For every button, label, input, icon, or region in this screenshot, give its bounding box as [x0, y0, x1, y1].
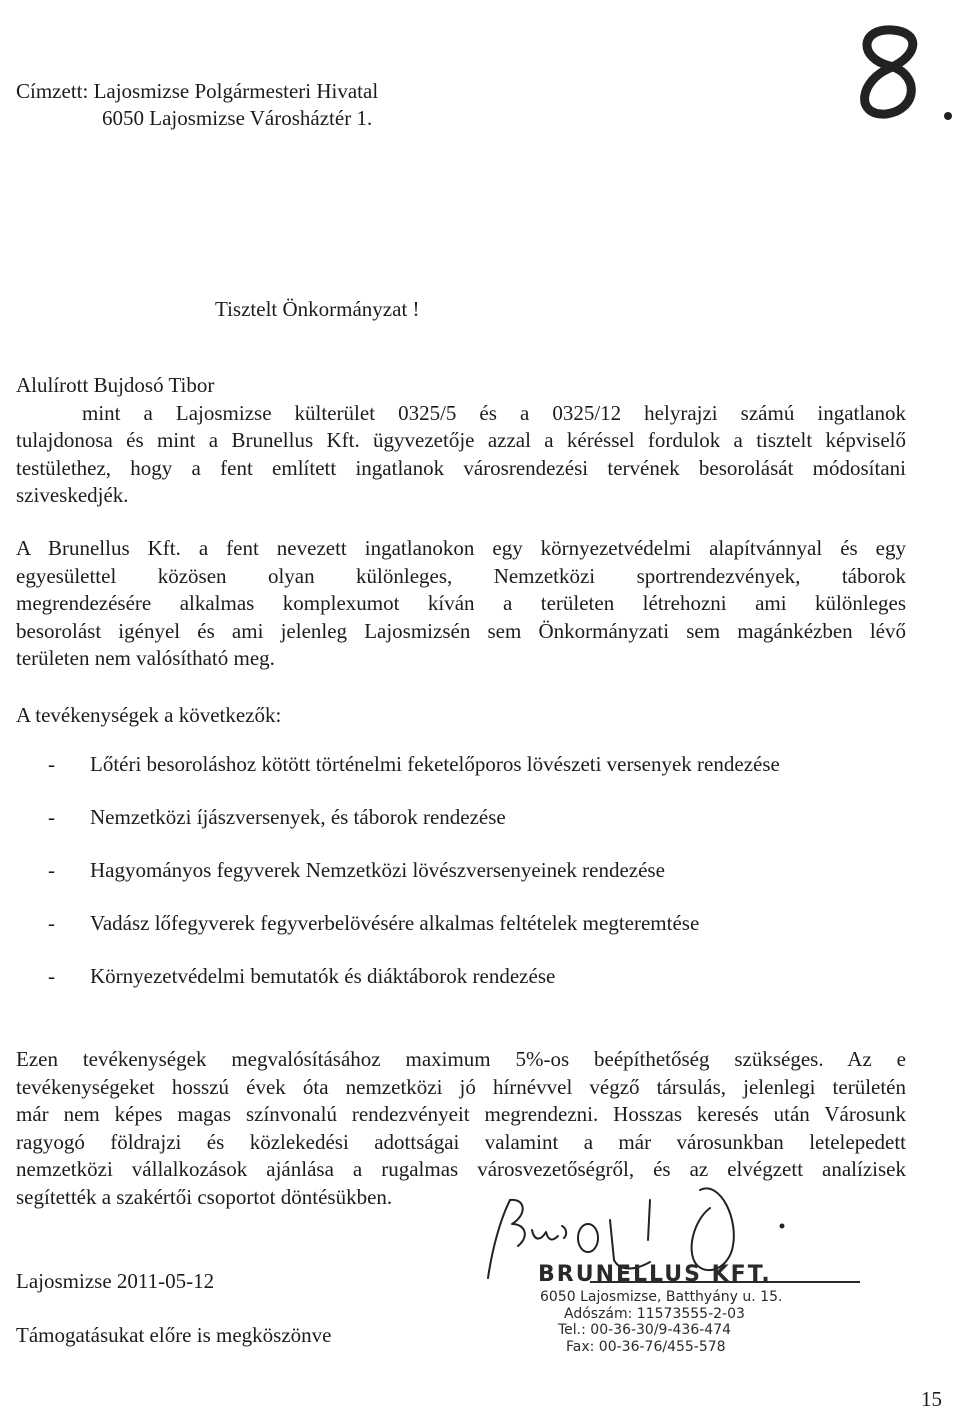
intro-line: sziveskedjék.: [16, 483, 129, 507]
activities-list: [48, 752, 780, 1017]
list-item: [48, 858, 780, 911]
company-stamp: [538, 1262, 860, 1355]
list-dash: -: [48, 752, 55, 776]
recipient-block: [16, 78, 378, 132]
activity-text: Hagyományos fegyverek Nemzetközi lövészversenyeinek rendezése: [90, 858, 665, 882]
list-item: [48, 805, 780, 858]
stamp-company: BRUNELLUS KFT.: [538, 1262, 772, 1287]
list-item: [48, 911, 780, 964]
paragraph-line: területen nem valósítható meg.: [16, 646, 275, 670]
greeting: Tisztelt Önkormányzat !: [215, 297, 420, 321]
closing-line: Támogatásukat előre is megköszönve: [16, 1323, 332, 1347]
activity-text: Környezetvédelmi bemutatók és diáktáborok rendezése: [90, 964, 556, 988]
list-dash: -: [48, 805, 55, 829]
list-item: [48, 752, 780, 805]
stamp-tel: Tel.: 00-36-30/9-436-474: [558, 1322, 732, 1338]
activity-text: Lőtéri besoroláshoz kötött történelmi feketelőporos lövészeti versenyek rendezése: [90, 752, 780, 776]
paragraph-line: nemzetközi vállalkozások ajánlása a rugalmas városvezetőségről, és az elvégzett analízisek: [16, 1157, 906, 1181]
list-dash: -: [48, 964, 55, 988]
activity-text: Vadász lőfegyverek fegyverbelövésére alkalmas feltételek megteremtése: [90, 911, 700, 935]
paragraph-line: besorolást igényel és ami jelenleg Lajosmizsén sem Önkormányzati sem magánkézben lévő: [16, 618, 906, 643]
list-dash: -: [48, 911, 55, 935]
activities-heading: A tevékenységek a következők:: [16, 703, 282, 727]
list-dash: -: [48, 858, 55, 882]
recipient-line-2: 6050 Lajosmizse Városháztér 1.: [102, 106, 373, 130]
stamp-tax: Adószám: 11573555-2-03: [564, 1305, 745, 1322]
page-number: 15: [921, 1387, 942, 1411]
intro-paragraph: [16, 372, 906, 510]
paragraph-line: már nem képes magas színvonalú rendezvényeit megrendezni. Hosszas keresés után Városunk: [16, 1102, 906, 1126]
paragraph-line: megrendezésére alkalmas komplexumot kíván a területen létrehozni ami különleges: [16, 591, 906, 615]
intro-line: mint a Lajosmizse külterület 0325/5 és a 0325/12 helyrajzi számú ingatlanok: [82, 400, 906, 425]
list-item: [48, 964, 780, 1017]
intro-line: tulajdonosa és mint a Brunellus Kft. ügyvezetője azzal a kéréssel fordulok a tisztelt képviselő: [16, 428, 906, 452]
paragraph-line: egyesülettel közösen olyan különleges, Nemzetközi sportrendezvények, táborok: [16, 563, 906, 588]
intro-line: Alulírott Bujdosó Tibor: [16, 373, 215, 397]
intro-line: testülethez, hogy a fent említett ingatlanok városrendezési tervének besorolását módosítani: [16, 455, 906, 480]
stamp-fax: Fax: 00-36-76/455-578: [566, 1338, 726, 1355]
paragraph-line: tevékenységeket hosszú évek óta nemzetközi jó hírnévvel végző társulás, jelenlegi területén: [16, 1074, 906, 1099]
paragraph-line: ragyogó földrajzi és közlekedési adottságai valamint a már városunkban letelepedett: [16, 1129, 906, 1154]
handwritten-page-mark: [840, 18, 960, 128]
activity-text: Nemzetközi íjászversenyek, és táborok rendezése: [90, 805, 506, 829]
paragraph-line: segítették a szakértői csoportot döntésükben.: [16, 1184, 393, 1209]
paragraph-line: Ezen tevékenységek megvalósításához maximum 5%-os beépíthetőség szükséges. Az e: [16, 1047, 906, 1071]
paragraph-line: A Brunellus Kft. a fent nevezett ingatlanokon egy környezetvédelmi alapítvánnyal és egy: [16, 536, 906, 560]
project-paragraph: [16, 535, 906, 673]
stamp-address: 6050 Lajosmizse, Batthyány u. 15.: [540, 1289, 783, 1305]
recipient-line-1: Címzett: Lajosmizse Polgármesteri Hivatal: [16, 79, 379, 103]
place-date: Lajosmizse 2011-05-12: [16, 1269, 215, 1293]
